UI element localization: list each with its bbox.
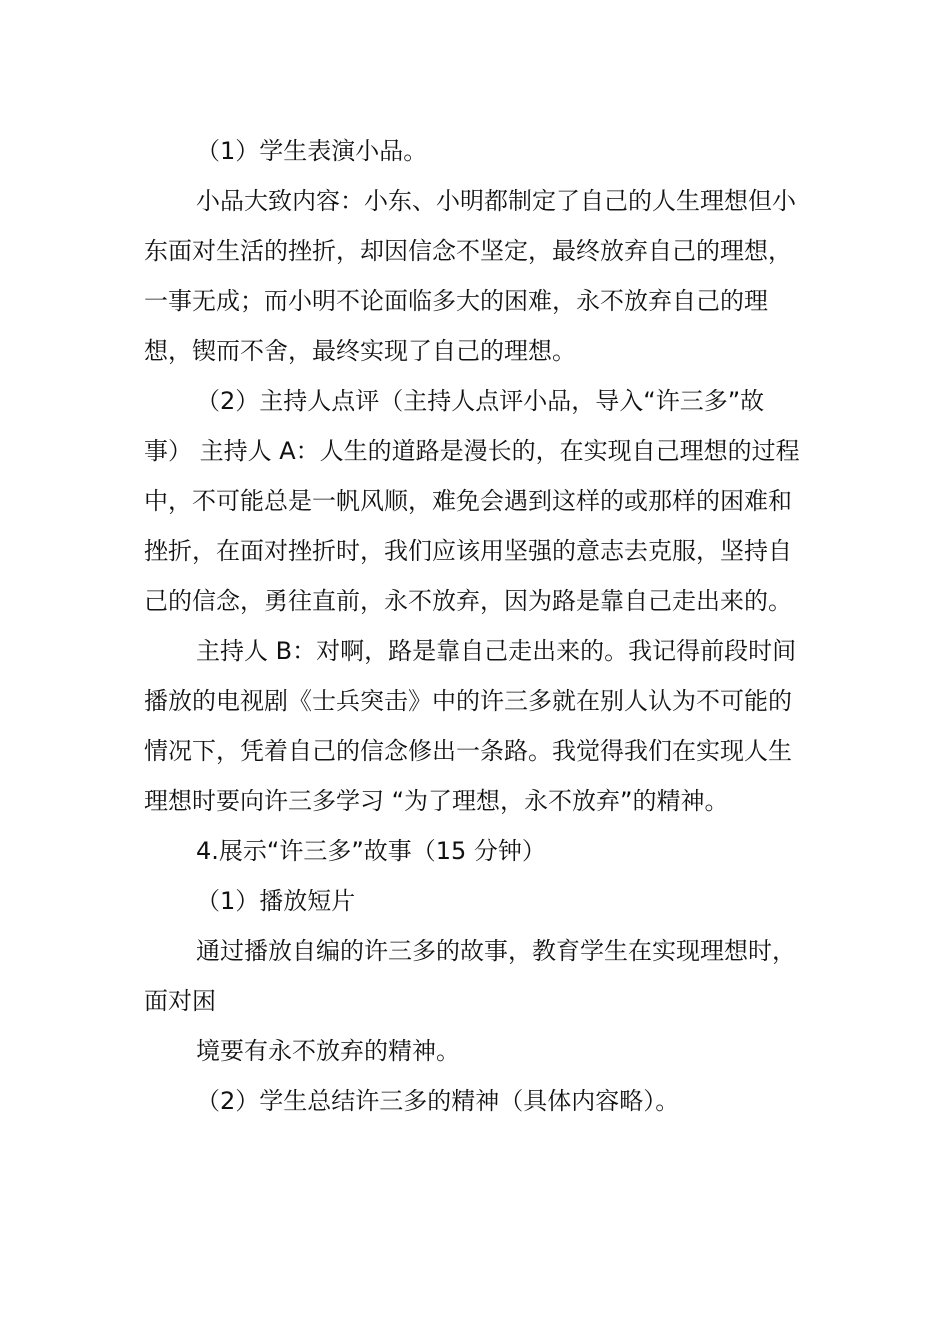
document-body (144, 126, 808, 1126)
paragraph-host-a-comment: （2）主持人点评（主持人点评小品，导入“许三多”故事） 主持人 A：人生的道路是漫长的，在实现自己理想的过程中，不可能总是一帆风顺，难免会遇到这样的或那样的困难和挫折，在面对挫折时，我们应该用坚强的意志去克服，坚持自己的信念，勇往直前，永不放弃，因为路是靠自己走出来的。 (144, 387, 800, 615)
paragraph-skit-heading: （1）学生表演小品。 (196, 137, 428, 165)
paragraph-play-clip-text: 通过播放自编的许三多的故事，教育学生在实现理想时，面对困 (144, 937, 796, 1015)
paragraph-host-b-comment: 主持人 B：对啊，路是靠自己走出来的。我记得前段时间播放的电视剧《士兵突击》中的许三多就在别人认为不可能的情况下，凭着自己的信念修出一条路。我觉得我们在实现人生理想时要向许三多学习 “为了理想，永不放弃”的精神。 (144, 637, 797, 815)
paragraph-summary-heading: （2）学生总结许三多的精神（具体内容略）。 (196, 1087, 680, 1115)
paragraph-section-4-heading: 4.展示“许三多”故事（15 分钟） (196, 837, 546, 865)
paragraph-play-clip-heading: （1）播放短片 (196, 887, 356, 915)
paragraph-skit-content: 小品大致内容：小东、小明都制定了自己的人生理想但小东面对生活的挫折，却因信念不坚定，最终放弃自己的理想，一事无成；而小明不论面临多大的困难，永不放弃自己的理想，锲而不舍，最终实现了自己的理想。 (144, 187, 796, 365)
paragraph-play-clip-text-continued: 境要有永不放弃的精神。 (196, 1037, 460, 1065)
